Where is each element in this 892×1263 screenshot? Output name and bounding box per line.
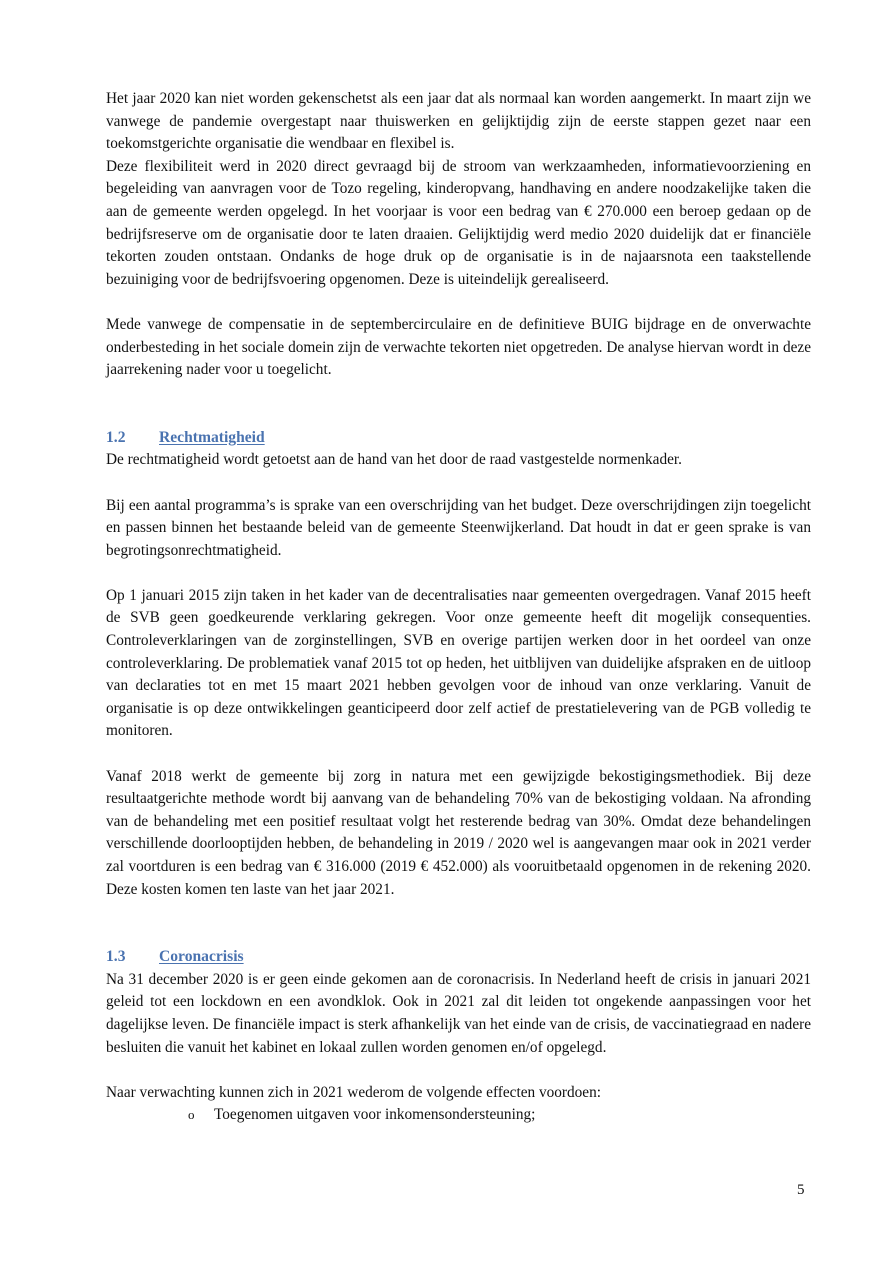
intro-paragraph-1b: Deze flexibiliteit werd in 2020 direct gevraagd bij de stroom van werkzaamheden, informatievoorziening en begeleiding van aanvragen voor de Tozo regeling, kinderopvang, handhaving en andere noodzakelijke taken die aan de gemeente werden opgelegd. In het voorjaar is voor een bedrag van € 270.000 een beroep gedaan op de bedrijfsreserve om de organisatie door te laten draaien. Gelijktijdig werd medio 2020 duidelijk dat er financiële tekorten zouden ontstaan. Ondanks de hoge druk op de organisatie is in de najaarsnota een taakstellende bezuiniging voor de bedrijfsvoering opgenomen. Deze is uiteindelijk gerealiseerd. bbox=[106, 157, 811, 288]
section-number: 1.3 bbox=[106, 948, 126, 966]
section-title: Coronacrisis bbox=[159, 948, 244, 966]
rechtmatigheid-paragraph-4: Vanaf 2018 werkt de gemeente bij zorg in natura met een gewijzigde bekostigingsmethodiek. Bij deze resultaatgerichte methode wordt bij aanvang van de behandeling 70% van de bekostiging voldaan. Na afronding van de behandeling met een positief resultaat volgt het resterende bedrag van 30%. Omdat deze behandelingen verschillende doorlooptijden hebben, de behandeling in 2019 / 2020 wel is aangevangen maar ook in 2021 verder zal voortduren is een bedrag van € 316.000 (2019 € 452.000) als vooruitbetaald opgenomen in de rekening 2020. Deze kosten komen ten laste van het jaar 2021. bbox=[106, 767, 811, 898]
rechtmatigheid-paragraph-2: Bij een aantal programma’s is sprake van een overschrijding van het budget. Deze overschrijdingen zijn toegelicht en passen binnen het bestaande beleid van de gemeente Steenwijkerland. Dat houdt in dat er geen sprake is van begrotingsonrechtmatigheid. bbox=[106, 496, 811, 559]
section-heading-rechtmatigheid bbox=[106, 427, 811, 450]
section-number: 1.2 bbox=[106, 428, 126, 446]
coronacrisis-paragraph-1: Na 31 december 2020 is er geen einde gekomen aan de coronacrisis. In Nederland heeft de crisis in januari 2021 geleid tot een lockdown en een avondklok. Ook in 2021 zal dit leiden tot ongekende aanpassingen voor het dagelijkse leven. De financiële impact is sterk afhankelijk van het einde van de crisis, de vaccinatiegraad en nadere besluiten die vanuit het kabinet en lokaal zullen worden genomen en/of opgelegd. bbox=[106, 970, 811, 1056]
bullet-icon: o bbox=[188, 1107, 195, 1123]
list-item bbox=[106, 1104, 811, 1127]
page-content bbox=[106, 88, 811, 1127]
intro-paragraph-2: Mede vanwege de compensatie in de septembercirculaire en de definitieve BUIG bijdrage en de onverwachte onderbesteding in het sociale domein zijn de verwachte tekorten niet opgetreden. De analyse hiervan wordt in deze jaarrekening nader voor u toegelicht. bbox=[106, 315, 811, 379]
section-title: Rechtmatigheid bbox=[159, 428, 265, 446]
list-item-text: Toegenomen uitgaven voor inkomensondersteuning; bbox=[214, 1106, 536, 1124]
rechtmatigheid-paragraph-3: Op 1 januari 2015 zijn taken in het kader van de decentralisaties naar gemeenten overgedragen. Vanaf 2015 heeft de SVB geen goedkeurende verklaring gekregen. Voor onze gemeente heeft dit mogelijk consequenties. Controleverklaringen van de zorginstellingen, SVB en overige partijen werken door in het oordeel van onze controleverklaring. De problematiek vanaf 2015 tot op heden, het uitblijven van duidelijke afspraken en de uitloop van declaraties tot en met 15 maart 2021 hebben gevolgen voor de inhoud van onze verklaring. Vanuit de organisatie is op deze ontwikkelingen geanticipeerd door zelf actief de prestatielevering van de PGB volledig te monitoren. bbox=[106, 586, 811, 740]
page-number: 5 bbox=[797, 1182, 805, 1198]
section-heading-coronacrisis bbox=[106, 946, 811, 969]
coronacrisis-paragraph-2: Naar verwachting kunnen zich in 2021 wederom de volgende effecten voordoen: bbox=[106, 1083, 601, 1101]
rechtmatigheid-paragraph-1: De rechtmatigheid wordt getoetst aan de hand van het door de raad vastgestelde normenkader. bbox=[106, 451, 682, 469]
intro-paragraph-1a: Het jaar 2020 kan niet worden gekenschetst als een jaar dat als normaal kan worden aangemerkt. In maart zijn we vanwege de pandemie overgestapt naar thuiswerken en gelijktijdig zijn de eerste stappen gezet naar een toekomstgerichte organisatie die wendbaar en flexibel is. bbox=[106, 90, 811, 153]
